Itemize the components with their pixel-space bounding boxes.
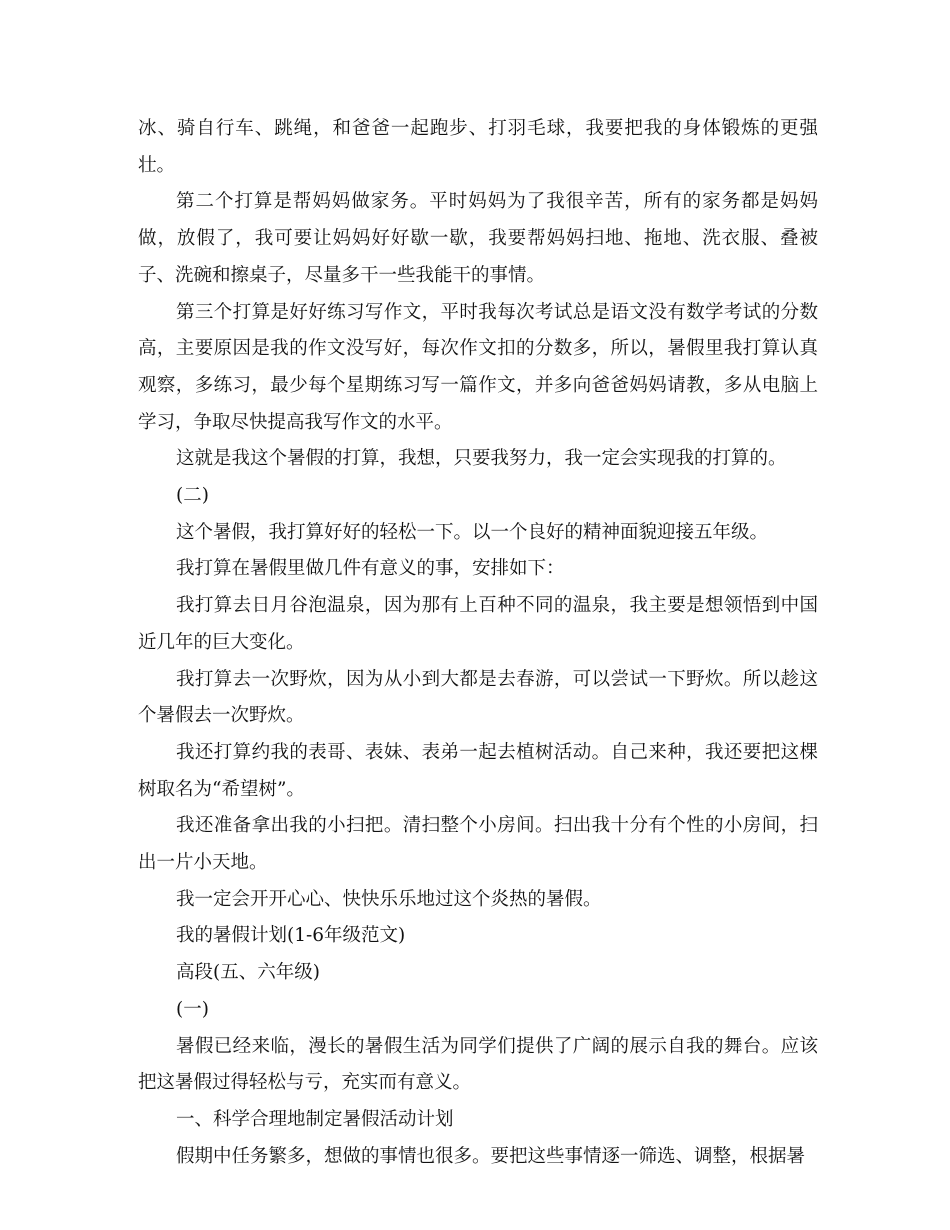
document-body xyxy=(138,111,818,1175)
heading-grade-level: 高段(五、六年级) xyxy=(176,962,320,984)
paragraph-arrangement: 我打算在暑假里做几件有意义的事，安排如下： xyxy=(176,558,565,580)
paragraph-conclusion: 这就是我这个暑假的打算，我想，只要我努力，我一定会实现我的打算的。 xyxy=(176,448,787,470)
paragraph-third-plan: 第三个打算是好好练习写作文，平时我每次考试总是语文没有数学考试的分数高，主要原因是我的作文没写好，每次作文扣的分数多，所以，暑假里我打算认真观察，多练习，最少每个星期练习写一篇作文，并多向爸爸妈妈请教，多从电脑上学习，争取尽快提高我写作文的水平。 xyxy=(138,301,818,433)
section-marker-two: (二) xyxy=(176,485,209,507)
paragraph-closing: 我一定会开开心心、快快乐乐地过这个炎热的暑假。 xyxy=(176,888,602,910)
paragraph-vacation-intro: 暑假已经来临，漫长的暑假生活为同学们提供了广阔的展示自我的舞台。应该把这暑假过得轻松与亏，充实而有意义。 xyxy=(138,1035,818,1094)
paragraph-intro-two: 这个暑假，我打算好好的轻松一下。以一个良好的精神面貌迎接五年级。 xyxy=(176,521,769,543)
paragraph-cleaning: 我还准备拿出我的小扫把。清扫整个小房间。扫出我十分有个性的小房间，扫出一片小天地。 xyxy=(138,815,818,874)
paragraph-tasks: 假期中任务繁多，想做的事情也很多。要把这些事情逐一筛选、调整，根据暑 xyxy=(176,1145,806,1167)
paragraph-continued: 冰、骑自行车、跳绳，和爸爸一起跑步、打羽毛球，我要把我的身体锻炼的更强壮。 xyxy=(138,118,818,176)
paragraph-picnic: 我打算去一次野炊，因为从小到大都是去春游，可以尝试一下野炊。所以趁这个暑假去一次野炊。 xyxy=(138,668,818,727)
section-marker-one: (一) xyxy=(176,998,209,1020)
heading-plan-title: 我的暑假计划(1-6年级范文) xyxy=(176,925,406,947)
paragraph-hot-spring: 我打算去日月谷泡温泉，因为那有上百种不同的温泉，我主要是想领悟到中国近几年的巨大变化。 xyxy=(138,595,818,653)
paragraph-second-plan: 第二个打算是帮妈妈做家务。平时妈妈为了我很辛苦，所有的家务都是妈妈做，放假了，我可要让妈妈好好歇一歇，我要帮妈妈扫地、拖地、洗衣服、叠被子、洗碗和擦桌子，尽量多干一些我能干的事情。 xyxy=(138,191,818,286)
heading-section-one: 一、科学合理地制定暑假活动计划 xyxy=(176,1108,454,1130)
paragraph-tree-planting: 我还打算约我的表哥、表妹、表弟一起去植树活动。自己来种，我还要把这棵树取名为“希望树”。 xyxy=(138,741,818,800)
